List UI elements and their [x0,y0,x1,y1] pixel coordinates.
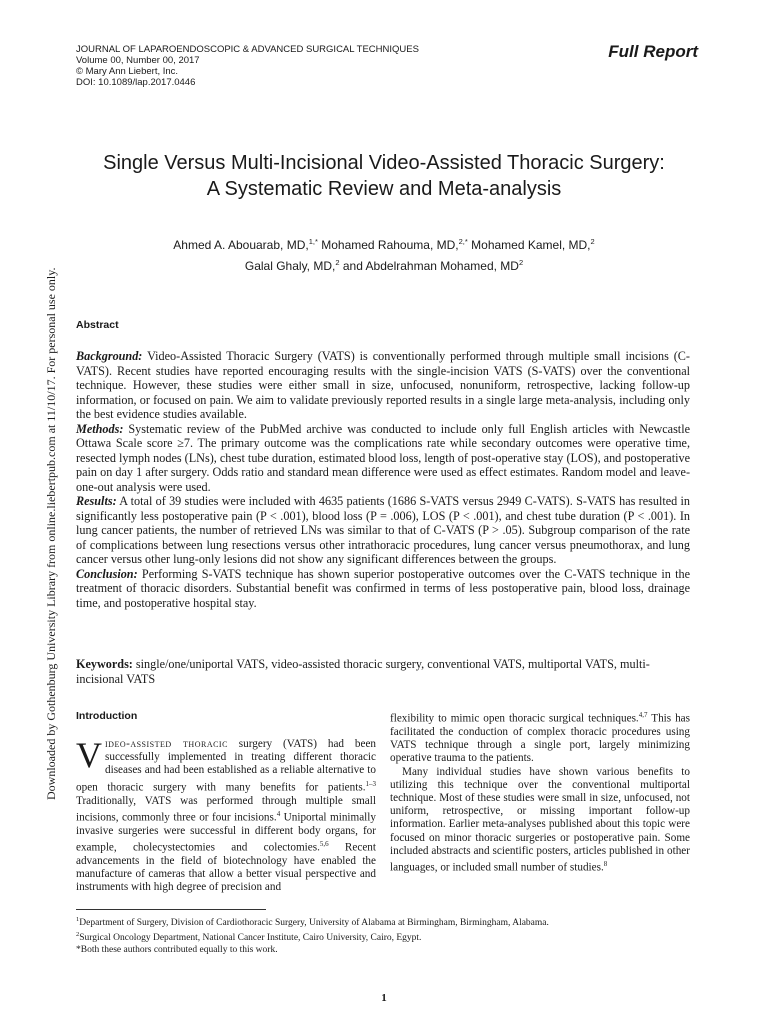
author-affil-sup: 2 [590,237,595,246]
intro-paragraph-2 [390,766,690,875]
author-rahouma: Mohamed Rahouma, MD, [317,238,459,252]
footnote-sup: 1 [76,916,80,923]
author-affil-sup: 1,* [308,237,318,246]
abstract-methods [76,422,690,495]
intro-text-g: Many individual studies have shown various benefits to utilizing this technique over the conventional multiportal technique. Most of these studies were small in size, unfocused, not uniform, retrospective, or missing important follow-up information. Earlier meta-analyses published about this topic were focused on minor thoracic surgeries or postoperative pain. Some included abstracts and scientific posters, articles published in other languages, or included small number of studies. [390,765,690,874]
author-list [100,233,668,275]
citation-ref: 4,7 [638,711,648,719]
methods-label: Methods: [76,421,124,436]
journal-copyright: © Mary Ann Liebert, Inc. [76,66,179,77]
footnote-affiliation-1 [76,914,690,929]
intro-heading: Introduction [76,710,138,722]
author-affil-sup: 2,* [458,237,468,246]
intro-text-d: Recent advancements in the field of biotechnology have enabled the manufacture of cameras that allow a better visual perspective and instruments with high degree of precision and [76,841,376,894]
background-label: Background: [76,349,143,363]
keywords-text: single/one/uniportal VATS, video-assisted thoracic surgery, conventional VATS, multiportal VATS, multi-incisional VATS [76,657,650,686]
footnote-text: Surgical Oncology Department, National Cancer Institute, Cairo University, Cairo, Egypt. [79,933,422,944]
citation-ref: 8 [603,859,608,868]
author-abouarab: Ahmed A. Abouarab, MD, [173,238,309,252]
author-line-2 [100,254,668,275]
journal-header [76,44,419,88]
intro-column-right [390,709,690,875]
title-line-1: Single Versus Multi-Incisional Video-Assisted Thoracic Surgery: [103,152,665,174]
title-line-2: A Systematic Review and Meta-analysis [206,178,562,200]
intro-text-c: Uniportal minimally invasive surgeries were successful in different body organs, for example, cholecystectomies and colectomies. [76,811,376,854]
intro-text-a: surgery (VATS) had been successfully implemented in treating different thoracic diseases and had been established as a reliable alternative to open thoracic surgery with many benefits for patients. [76,738,377,794]
intro-paragraph-1-cont [390,709,690,766]
results-label: Results: [76,494,117,508]
keywords-label: Keywords: [76,657,133,671]
footnote-divider [76,909,266,910]
intro-column-left [76,735,377,894]
footnotes [76,914,690,956]
author-mohamed: and Abdelrahman Mohamed, MD [339,259,519,273]
intro-text-f: This has facilitated the conduction of complex thoracic procedures using VATS technique through a single port, largely minimizing operative trauma to the patients. [390,712,690,765]
author-ghaly: Galal Ghaly, MD, [244,259,336,273]
intro-lead-smallcaps: ideo-assisted thoracic [105,738,228,750]
page-number: 1 [381,992,387,1004]
footnote-sup: 2 [76,931,80,939]
abstract-results [76,494,690,567]
methods-text: Systematic review of the PubMed archive was conducted to include only full English articles with Newcastle Ottawa Scale score ≥7. The primary outcome was the complications rate while secondary outcomes were operative time, resected lymph nodes (LNs), chest tube duration, estimated blood loss, length of post-operative stay (LOS), and postoperative pain on day 1 after surgery. Odds ratio and standard mean difference were used as effect estimates. Random model and leave-one-out analysis were used. [76,421,690,494]
citation-ref: 5,6 [319,839,329,848]
journal-doi: DOI: 10.1089/lap.2017.0446 [76,77,196,88]
abstract-body [76,349,690,610]
download-side-note: Downloaded by Gothenburg University Library from online.liebertpub.com at 11/10/17. For personal use only. [44,267,58,800]
report-type: Full Report [608,42,698,61]
drop-cap: V [76,735,102,775]
journal-volume: Volume 00, Number 00, 2017 [76,55,200,66]
conclusion-text: Performing S-VATS technique has shown superior postoperative outcomes over the C-VATS technique in the treatment of thoracic disorders. Substantial benefit was confirmed in terms of less postoperative pain, blood loss, drainage time, and postoperative hospital stay. [76,566,690,610]
journal-name: JOURNAL OF LAPAROENDOSCOPIC & ADVANCED SURGICAL TECHNIQUES [76,44,419,55]
author-affil-sup: 2 [518,258,524,267]
intro-paragraph-1 [76,735,377,894]
footnote-equal-contribution: *Both these authors contributed equally to this work. [76,945,278,956]
citation-ref: 1–3 [365,779,376,788]
abstract-heading: Abstract [76,319,119,331]
paper-title [66,150,702,202]
abstract-background [76,349,690,422]
conclusion-label: Conclusion: [76,566,138,581]
author-affil-sup: 2 [335,258,340,267]
author-line-1 [100,233,668,254]
intro-text-b: Traditionally, VATS was performed through multiple small incisions, commonly three or four incisions. [76,794,376,824]
abstract-conclusion [76,567,690,611]
intro-text-e: flexibility to mimic open thoracic surgical techniques. [390,712,639,725]
citation-ref: 4 [276,809,281,818]
footnote-text: Department of Surgery, Division of Cardiothoracic Surgery, University of Alabama at Birmingham, Birmingham, Alabama. [79,918,549,929]
results-text: A total of 39 studies were included with 4635 patients (1686 S-VATS versus 2949 C-VATS). S-VATS has resulted in significantly less postoperative pain (P < .001), blood loss (P = .006), LOS (P < .001), and chest tube duration (P < .001). In lung cancer patients, the number of retrieved LNs was similar to that of C-VATS (P > .05). Subgroup comparison of the rate of complications between lung resections versus other intrathoracic procedures, lung cancer versus pneumothorax, and lung cancer versus other lung-only lesions did not show any significant differences between the groups. [76,494,690,566]
background-text: Video-Assisted Thoracic Surgery (VATS) is conventionally performed through multiple small incisions (C-VATS). Recent studies have reported encouraging results with the single-incision VATS (S-VATS) over the conventional technique. However, these studies were either small in size, unfocused, nonuniform, retrospective, lacking follow-up information, or focused on pain. We aim to validate previously reported results in a single large meta-analysis, including only the best evidence studies available. [76,349,690,421]
keywords [76,657,690,686]
author-kamel: Mohamed Kamel, MD, [467,238,591,252]
footnote-affiliation-2 [76,929,690,944]
